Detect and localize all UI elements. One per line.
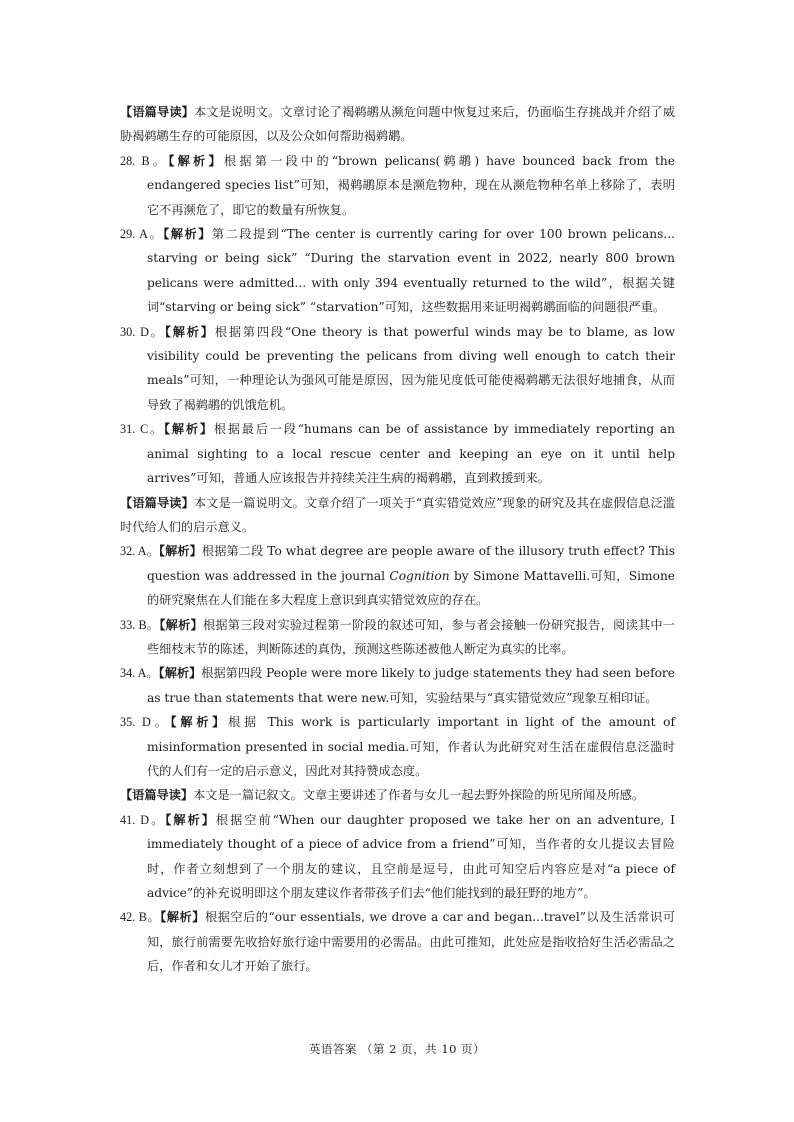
answer-item-28 — [120, 149, 675, 222]
reading-guide-2 — [120, 491, 675, 540]
answer-item-42 — [120, 905, 675, 978]
item-number: 42. B。 — [120, 910, 161, 925]
guide-text: 本文是一篇记叙文。文章主要讲述了作者与女儿一起去野外探险的所见所闻及所感。 — [193, 788, 645, 803]
item-text: 根据第四段“One theory is that powerful winds may be to blame, as low visibility could be preventing the pelicans from diving well enough to catch their meals”可知，一种理论认为强风可能是原因，因为能见度低可能使褐鹈鹕无法很好地捕食，从而导致了褐鹈鹕的饥饿危机。 — [147, 324, 676, 412]
item-number: 33. B。 — [120, 617, 160, 632]
item-number: 31. C。 — [120, 422, 164, 437]
item-text: 根据最后一段“humans can be of assistance by immediately reporting an animal sighting to a local rescue center and keeping an eye on it until help arrives”可知，普通人应该报告并持续关注生病的褐鹈鹕，直到救援到来。 — [147, 422, 675, 486]
item-tag: 【解析】 — [158, 666, 202, 681]
answer-item-33 — [120, 613, 675, 662]
item-number: 35. D。 — [120, 715, 171, 730]
answer-item-29 — [120, 222, 675, 320]
item-text-after: by Simone Mattavelli.可知，Simone 的研究聚焦在人们能在多大程度上意识到真实错觉效应的存在。 — [147, 568, 676, 608]
item-text: 根据第四段 People were more likely to judge statements they had seen before as true than statements that were new.可知，实验结果与“真实错觉效应”现象互相印证。 — [147, 666, 675, 705]
reading-guide-3 — [120, 783, 675, 807]
item-text: 根据第三段对实验过程第一阶段的叙述可知，参与者会接触一份研究报告，阅读其中一些细枝末节的陈述，判断陈述的真伪，预测这些陈述被他人断定为真实的比率。 — [147, 617, 675, 656]
item-number: 29. A。 — [120, 227, 164, 242]
guide-text: 本文是说明文。文章讨论了褐鹈鹕从濒危问题中恢复过来后，仍面临生存挑战并介绍了威胁褐鹈鹕生存的可能原因，以及公众如何帮助褐鹈鹕。 — [120, 105, 676, 144]
answer-item-32 — [120, 539, 675, 612]
guide-text: 本文是一篇说明文。文章介绍了一项关于“真实错觉效应”现象的研究及其在虚假信息泛滥时代给人们的启示意义。 — [120, 495, 675, 534]
item-text: 根据第一段中的“brown pelicans(鹈鹕) have bounced back from the endangered species list”可知，褐鹈鹕原本是濒危物种，现在从濒危物种名单上移除了，表明它不再濒危了，即它的数量有所恢复。 — [147, 153, 675, 217]
item-text: 根据空后的“our essentials, we drove a car and began...travel”以及生活常识可知，旅行前需要先收拾好旅行途中需要用的必需品。由此可推知，此处应是指收拾好生活必需品之后，作者和女儿才开始了旅行。 — [147, 910, 676, 974]
item-tag: 【解析】 — [160, 910, 205, 925]
guide-label: 【语篇导读】 — [120, 495, 194, 510]
answer-item-30 — [120, 320, 675, 418]
answer-item-35 — [120, 710, 675, 783]
item-tag: 【解析】 — [159, 617, 203, 632]
item-number: 30. D。 — [120, 324, 165, 339]
item-tag: 【解析】 — [158, 544, 202, 559]
item-text-before: 根据第二段 To what degree are people aware of the illusory truth effect? This question was addressed in the journal — [147, 544, 675, 583]
reading-guide-1 — [120, 100, 675, 149]
item-text — [147, 544, 675, 607]
page-footer: 英语答案 （第 2 页，共 10 页） — [308, 1042, 486, 1056]
item-text: 根据空前“When our daughter proposed we take her on an adventure, I immediately thought of a piece of advice from a friend”可知，当作者的女儿提议去冒险时，作者立刻想到了一个朋友的建议，且空前是逗号，由此可知空后内容应是对“a piece of advice”的补充说明即这个朋友建议作者带孩子们去“他们能找到的最狂野的地方”。 — [147, 812, 675, 900]
answer-item-31 — [120, 417, 675, 490]
item-tag: 【解析】 — [164, 324, 215, 339]
item-tag: 【解析】 — [170, 715, 229, 730]
answer-item-34 — [120, 661, 675, 710]
item-text: 根据 This work is particularly important in light of the amount of misinformation presented in social media.可知，作者认为此研究对生活在虚假信息泛滥时代的人们有一定的启示意义，因此对其持赞成态度。 — [147, 715, 675, 778]
answer-item-41 — [120, 808, 675, 906]
answer-content — [120, 100, 675, 979]
item-number: 34. A。 — [120, 666, 159, 681]
item-tag: 【解析】 — [163, 227, 212, 242]
item-tag: 【解析】 — [163, 422, 214, 437]
journal-name: Cognition — [389, 568, 450, 583]
item-number: 28. B。 — [120, 153, 169, 168]
item-number: 32. A。 — [120, 544, 159, 559]
item-text: 第二段提到“The center is currently caring for over 100 brown pelicans... starving or being sick” “During the starvation event in 2022, nearly 800 brown pelicans were admitted... with only 394 eventually returned to the wild”，根据关键词“starving or being sick” “starvation”可知，这些数据用来证明褐鹈鹕面临的问题很严重。 — [147, 227, 675, 315]
guide-label: 【语篇导读】 — [120, 105, 195, 119]
item-tag: 【解析】 — [165, 812, 216, 827]
item-number: 41. D。 — [120, 812, 166, 827]
guide-label: 【语篇导读】 — [120, 788, 194, 803]
item-tag: 【解析】 — [168, 153, 224, 168]
